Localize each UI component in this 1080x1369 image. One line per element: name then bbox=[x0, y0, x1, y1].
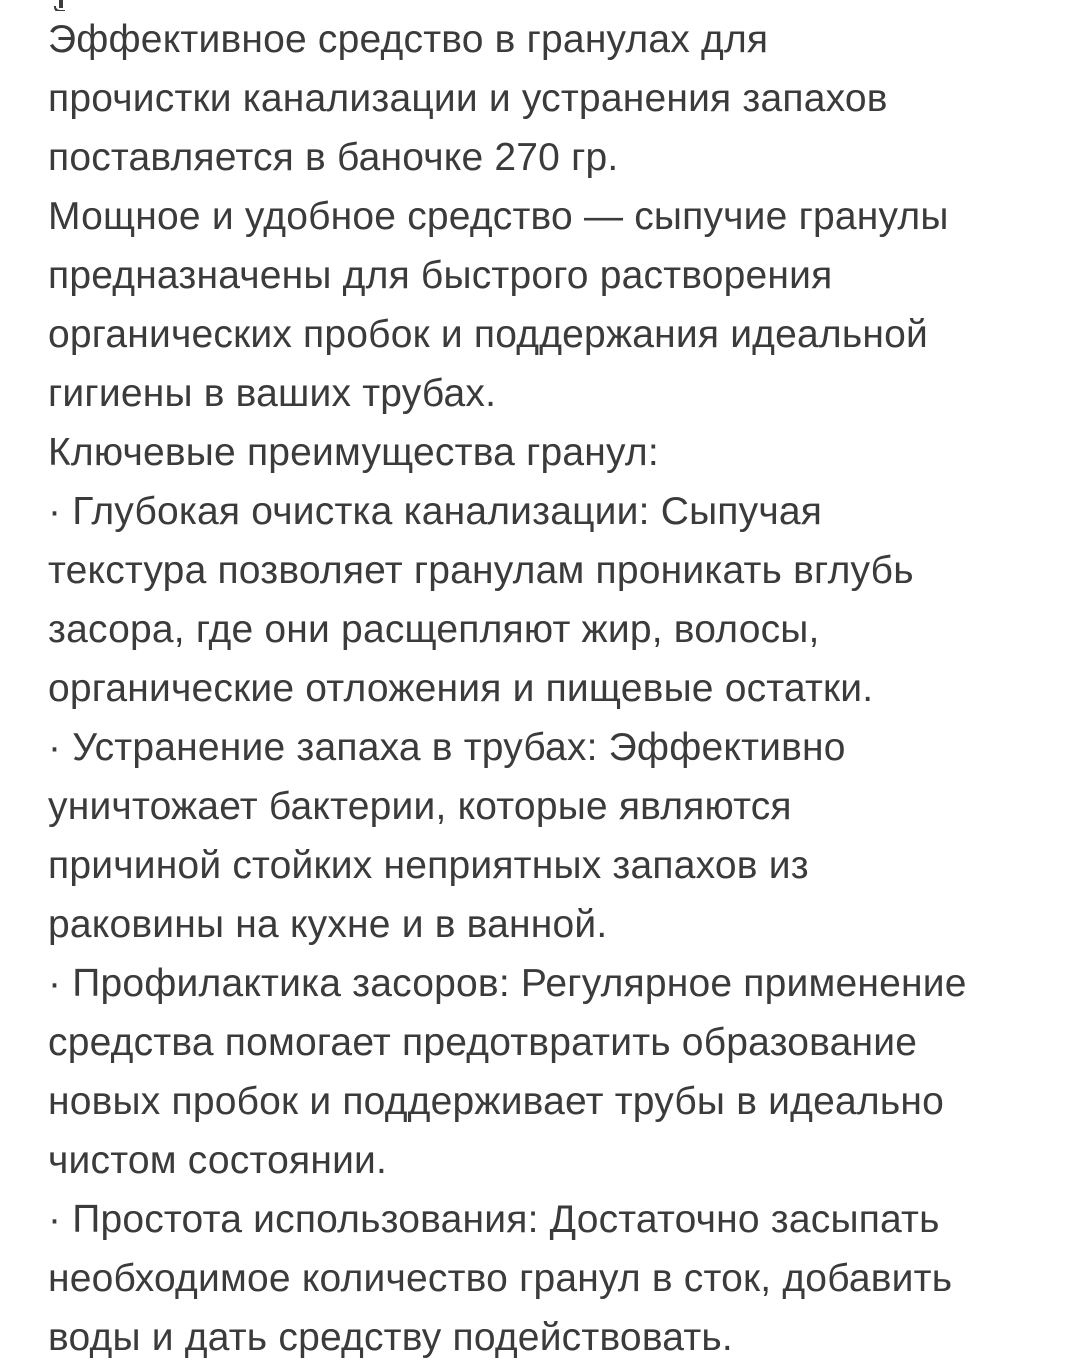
text-line: Ключевые преимущества гранул: bbox=[48, 431, 659, 474]
text-line: воды и дать средству подействовать. bbox=[48, 1316, 733, 1359]
text-line: органических пробок и поддержания идеальной bbox=[48, 313, 929, 356]
text-line: · Устранение запаха в трубах: Эффективно bbox=[48, 726, 846, 769]
text-line: предназначены для быстрого растворения bbox=[48, 254, 833, 297]
text-line: новых пробок и поддерживает трубы в идеально bbox=[48, 1080, 944, 1123]
text-line: · Простота использования: Достаточно засыпать bbox=[48, 1198, 940, 1241]
text-line: · Профилактика засоров: Регулярное применение bbox=[48, 962, 967, 1005]
text-line: органические отложения и пищевые остатки. bbox=[48, 667, 874, 710]
product-description-text bbox=[48, 10, 1060, 1367]
text-line: гигиены в ваших трубах. bbox=[48, 372, 497, 415]
text-line: Эффективное средство в гранулах для bbox=[48, 18, 769, 61]
text-line: · Глубокая очистка канализации: Сыпучая bbox=[48, 490, 823, 533]
text-line: необходимое количество гранул в сток, добавить bbox=[48, 1257, 953, 1300]
text-line: засора, где они расщепляют жир, волосы, bbox=[48, 608, 820, 651]
text-line: раковины на кухне и в ванной. bbox=[48, 903, 608, 946]
text-line: текстура позволяет гранулам проникать вглубь bbox=[48, 549, 914, 592]
text-line: средства помогает предотвратить образование bbox=[48, 1021, 918, 1064]
text-line: поставляется в баночке 270 гр. bbox=[48, 136, 619, 179]
text-line: уничтожает бактерии, которые являются bbox=[48, 785, 792, 828]
text-line: прочистки канализации и устранения запахов bbox=[48, 77, 888, 120]
text-line: чистом состоянии. bbox=[48, 1139, 388, 1182]
text-line: Мощное и удобное средство — сыпучие гранулы bbox=[48, 195, 949, 238]
text-line: причиной стойких неприятных запахов из bbox=[48, 844, 809, 887]
